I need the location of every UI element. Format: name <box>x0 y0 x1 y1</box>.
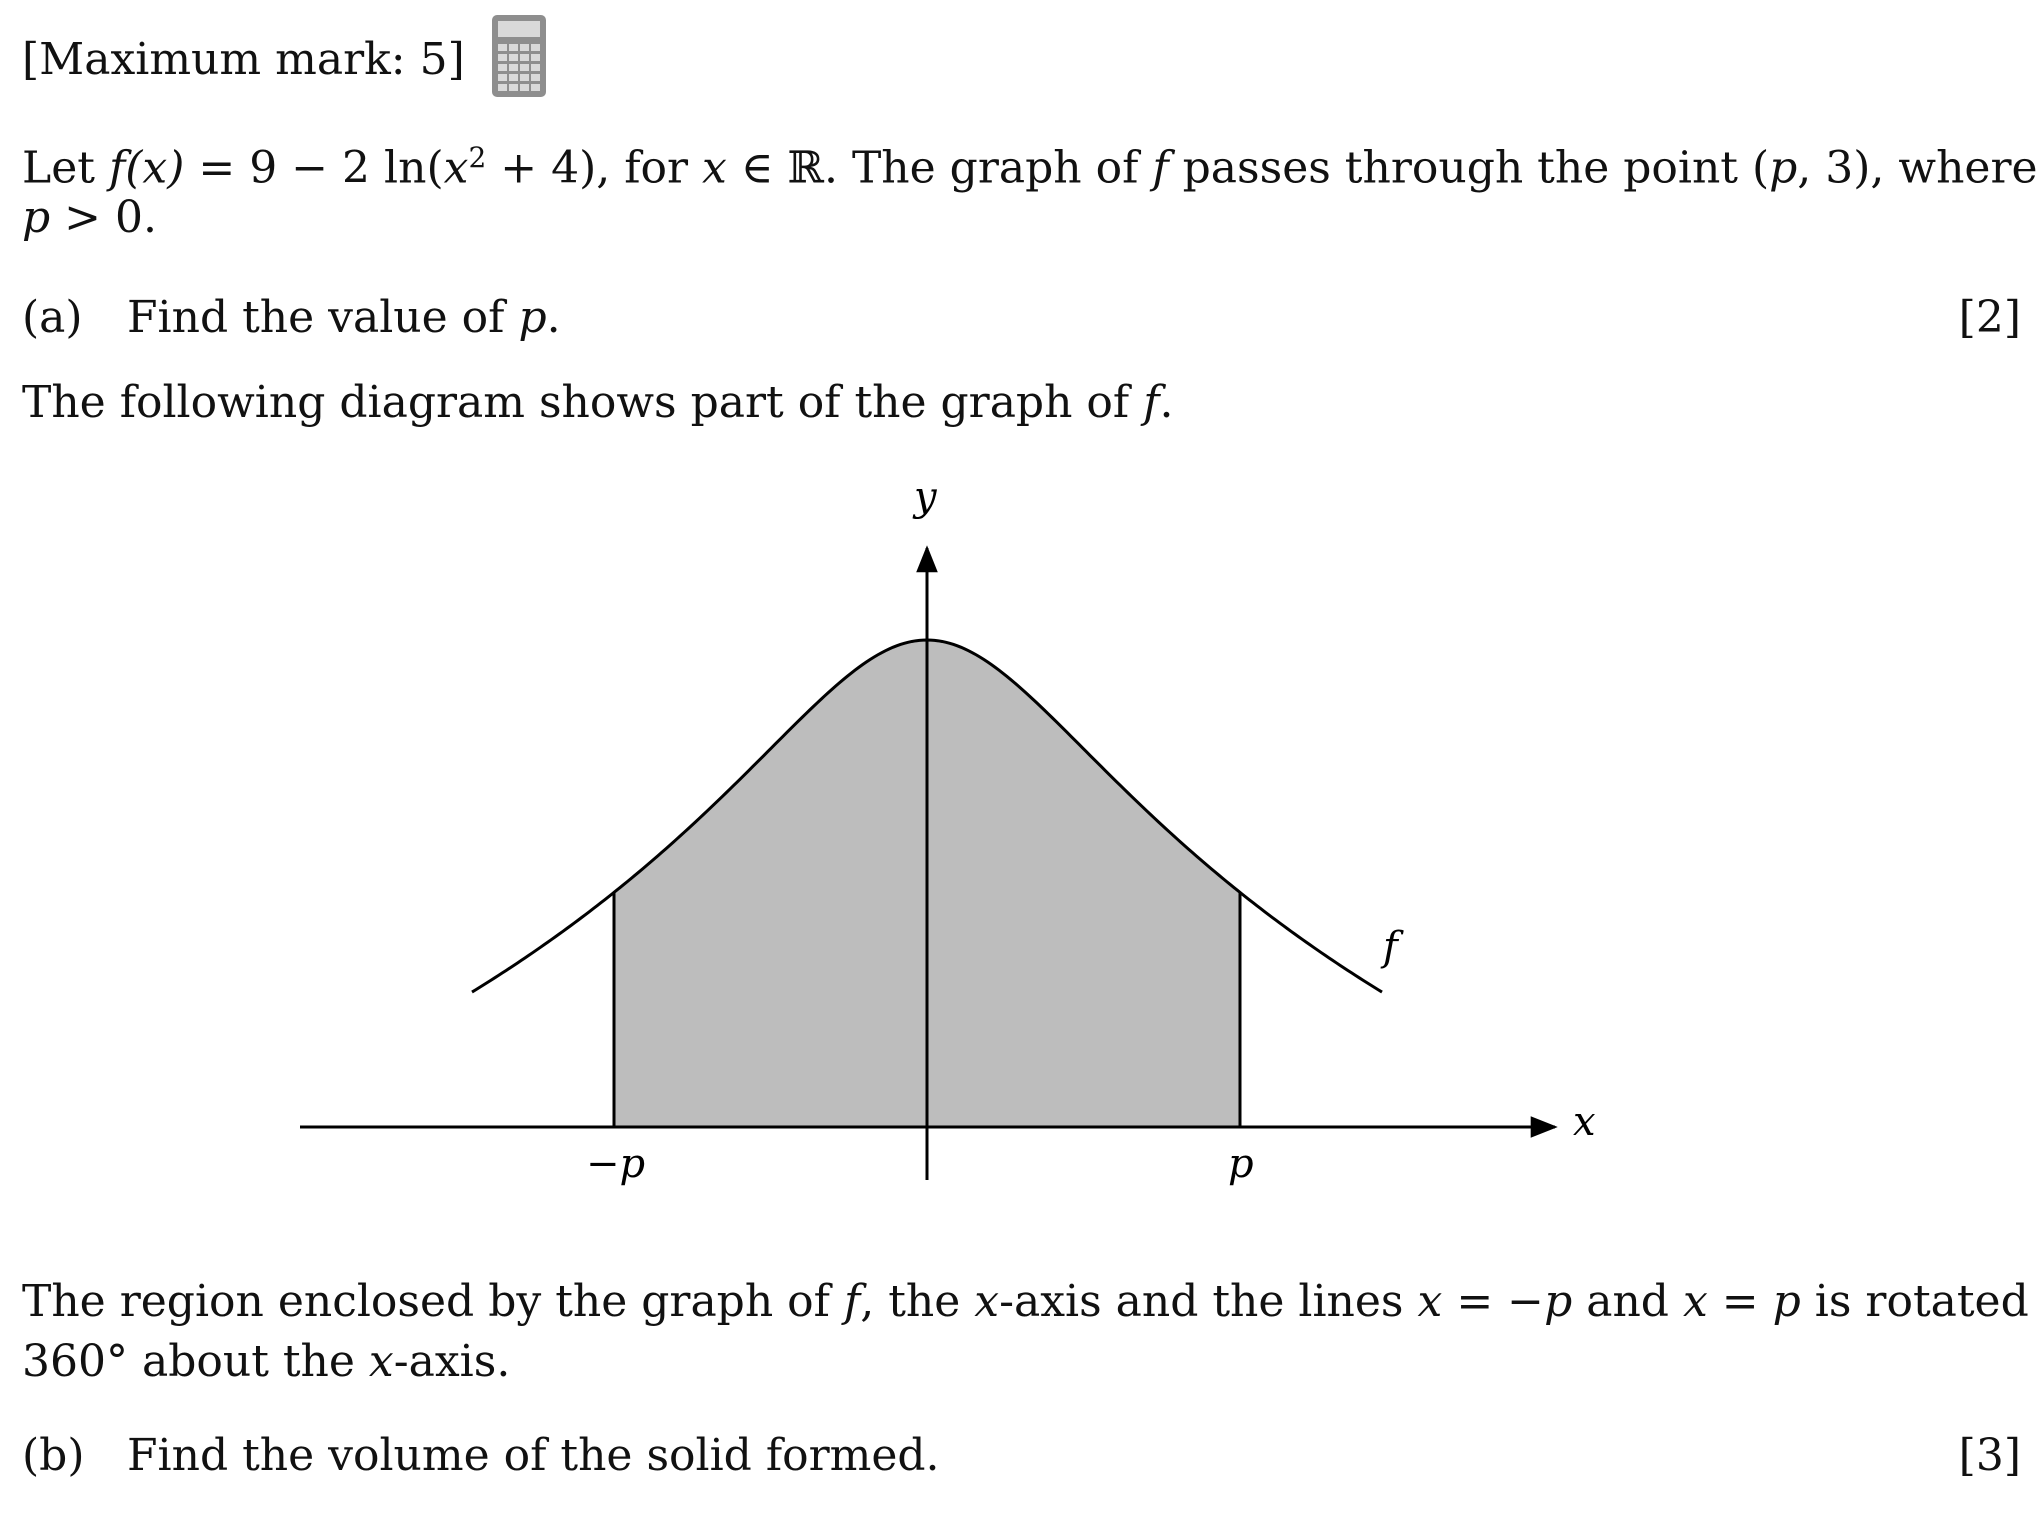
neg-p-label: −p <box>586 1141 646 1187</box>
part-b-question: (b) Find the volume of the solid formed. <box>22 1426 940 1486</box>
part-a-label: (a) <box>22 292 83 343</box>
part-b-stem-line-1: The region enclosed by the graph of f, the x-axis and the lines x = −p and x = p is rotated <box>22 1276 2029 1327</box>
y-axis-label: y <box>914 480 937 520</box>
part-a-marks: [2] <box>1958 292 2021 343</box>
calculator-icon <box>491 14 547 98</box>
part-b-label: (b) <box>22 1430 85 1481</box>
maximum-mark: [Maximum mark: 5] <box>22 34 465 85</box>
p-label: p <box>1228 1141 1254 1187</box>
question-stem-line-1: Let f(x) = 9 − 2 $\ln(x^2 + 4)$, for x ∈ ℝ. The graph of f passes through the point (p, 3), where <box>22 141 2038 194</box>
diagram-intro: The following diagram shows part of the graph of f. <box>22 377 1174 428</box>
graph-figure <box>290 480 1610 1200</box>
x-axis-label: x <box>1573 1099 1596 1145</box>
question-stem-line-2: p > 0. <box>22 192 157 243</box>
part-b-marks: [3] <box>1958 1430 2021 1481</box>
part-b-stem-line-2: 360° about the x-axis. <box>22 1336 511 1387</box>
curve-label: f <box>1383 924 1398 970</box>
part-a-question: (a) Find the value of p. <box>22 288 561 348</box>
